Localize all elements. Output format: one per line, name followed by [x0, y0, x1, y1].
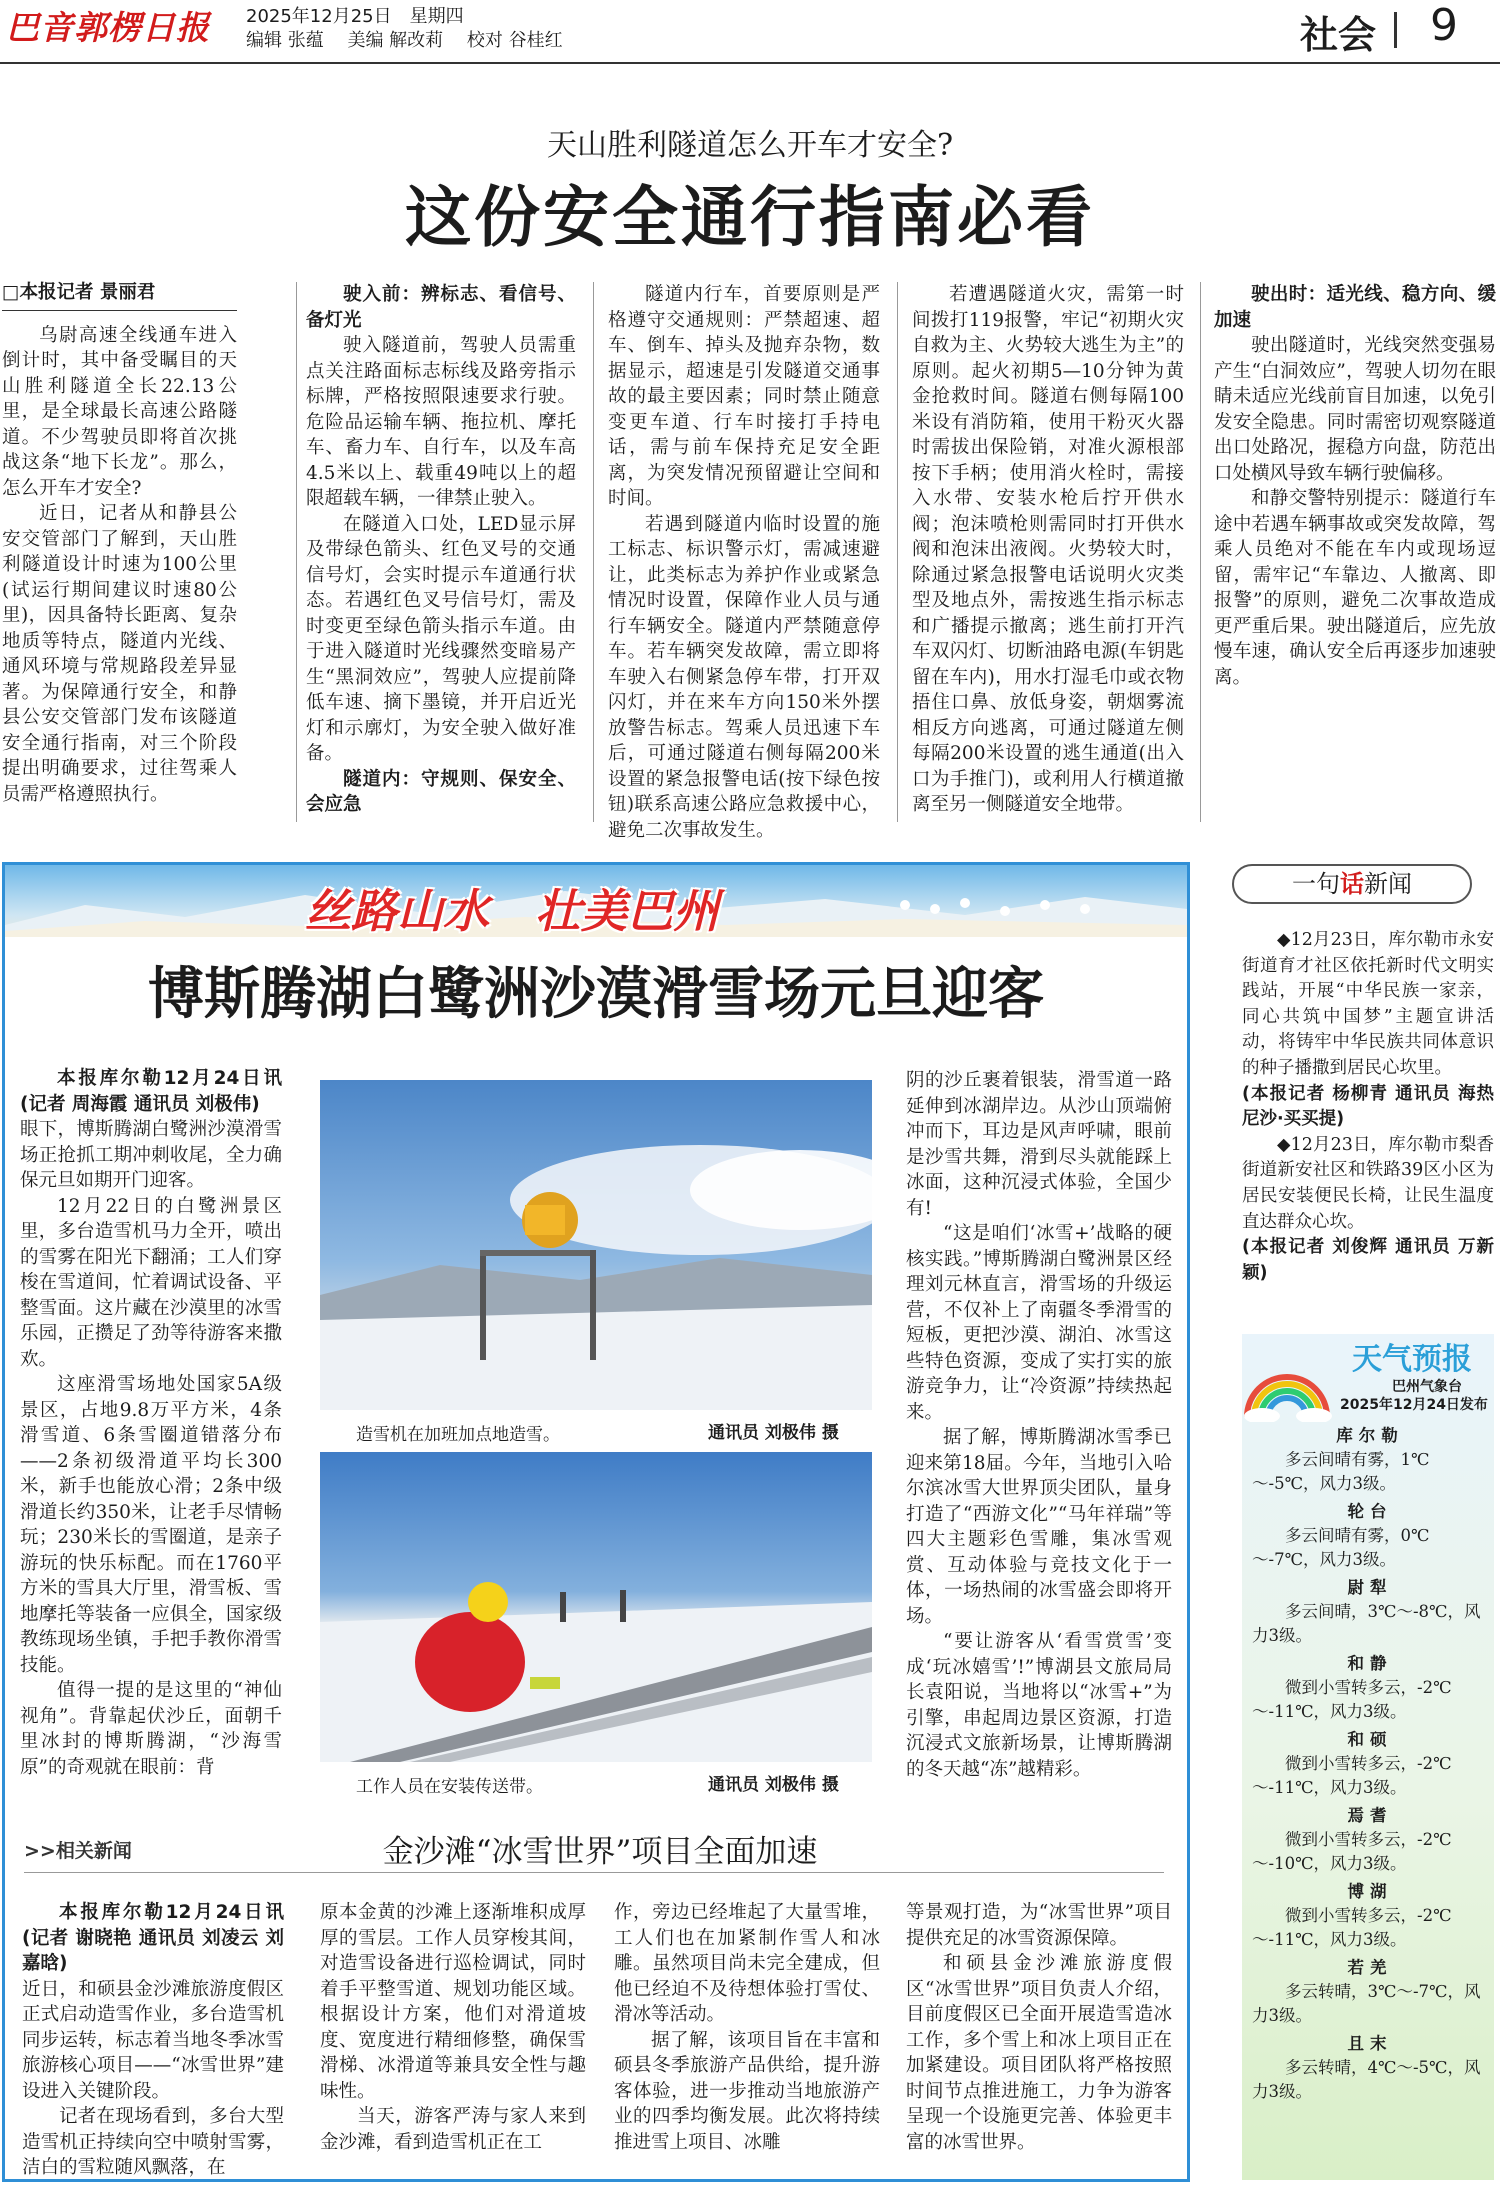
city-name: 轮台: [1347, 1502, 1393, 1521]
paragraph: 这座滑雪场地处国家5A级景区，占地9.8万平方米，4条滑雪道、6条雪圈道错落分布——2条初级滑道平均长300米，新手也能放心滑；2条中级滑道长约350米，让老手尽情畅玩；230米长的雪圈道，是亲子游玩的快乐标配。而在1760平方米的雪具大厅里，滑雪板、雪地摩托等装备一应俱全，国家级教练现场坐镇，手把手教你滑雪技能。: [20, 1374, 282, 1676]
city-forecast: 微到小雪转多云，-2℃～-11℃，风力3级。: [1252, 1906, 1452, 1949]
paragraph: 和静交警特别提示：隧道行车途中若遇车辆事故或突发故障，驾乘人员绝对不能在车内或现场逗留，需牢记“车靠边、人撤离、即报警”的原则，避免二次事故造成更严重后果。驶出隧道后，应先放慢车速，确认安全后再逐步加速驶离。: [1214, 488, 1496, 688]
city-name: 博湖: [1347, 1882, 1393, 1901]
paragraph: 乌尉高速全线通车进入倒计时，其中备受瞩目的天山胜利隧道全长22.13公里，是全球最长高速公路隧道。不少驾驶员即将首次挑战这条“地下长龙”。那么，怎么开车才安全?: [2, 324, 237, 499]
paragraph: 眼下，博斯腾湖白鹭洲沙漠滑雪场正抢抓工期冲刺收尾，全力确保元旦如期开门迎客。: [20, 1119, 282, 1191]
photo-snow-machine: [320, 1080, 872, 1410]
city-forecast: 多云间晴，3℃～-8℃，风力3级。: [1252, 1602, 1481, 1645]
paragraph: 隧道内行车，首要原则是严格遵守交通规则：严禁超速、超车、倒车、掉头及抛弃杂物，数据显示，超速是引发隧道交通事故的最主要因素；同时禁止随意变更车道、行车时接打手持电话，需与前车保持充足安全距离，为突发情况预留避让空间和时间。: [608, 284, 880, 509]
brief-news-label: [1232, 864, 1472, 904]
photo1-caption: 造雪机在加班加点地造雪。: [356, 1425, 560, 1445]
city-name: 且末: [1347, 2034, 1393, 2053]
brief-label-post: 新闻: [1364, 870, 1412, 898]
masthead: [0, 0, 1500, 64]
dateline: 本报库尔勒12月24日讯(记者 谢晓艳 通讯员 刘凌云 刘嘉晗): [22, 1902, 284, 1974]
photo2-caption: 工作人员在安装传送带。: [356, 1777, 543, 1797]
story2-right-column: [906, 1068, 1172, 1782]
dateline: 本报库尔勒12月24日讯(记者 周海霞 通讯员 刘极伟): [20, 1068, 282, 1115]
brief-item: ◆12月23日，库尔勒市梨香街道新安社区和铁路39区小区为居民安装便民长椅，让民生温度直达群众心坎。: [1242, 1134, 1494, 1232]
photo-conveyor-install: [320, 1452, 872, 1762]
paragraph: 和硕县金沙滩旅游度假区“冰雪世界”项目负责人介绍，目前度假区已全面开展造雪造冰工作，多个雪上和冰上项目正在加紧建设。项目团队将严格按照时间节点推进施工，力争为游客呈现一个设施更完善、体验更丰富的冰雪世界。: [906, 1953, 1172, 2153]
story3-column-3: [614, 1900, 880, 2155]
city-forecast: 多云间晴有雾，1℃～-5℃，风力3级。: [1252, 1450, 1430, 1493]
paragraph: “这是咱们‘冰雪+’战略的硬核实践。”博斯腾湖白鹭洲景区经理刘元林直言，滑雪场的升级运营，不仅补上了南疆冬季滑雪的短板，更把沙漠、湖泊、冰雪这些特色资源，变成了实打实的旅游竞争力，让“冷资源”持续热起来。: [906, 1223, 1172, 1423]
paragraph: 12月22日的白鹭洲景区里，多台造雪机马力全开，喷出的雪雾在阳光下翻涌；工人们穿梭在雪道间，忙着调试设备、平整雪面。这片藏在沙漠里的冰雪乐园，正攒足了劲等待游客来撒欢。: [20, 1195, 282, 1370]
weather-city: [1252, 1652, 1488, 1724]
city-name: 和静: [1347, 1654, 1393, 1673]
staff-credits: 编辑 张蕴 美编 解改莉 校对 谷桂红: [246, 30, 563, 51]
conveyor-illustration: [320, 1452, 872, 1762]
paragraph: 若遭遇隧道火灾，需第一时间拨打119报警，牢记“初期火灾自救为主、火势较大逃生为主”的原则。起火初期5—10分钟为黄金抢救时间。隧道右侧每隔100米设有消防箱，使用干粉灭火器时需拔出保险销，对准火源根部按下手柄；使用消火栓时，需接入水带、安装水枪后拧开供水阀；泡沫喷枪则需同时打开供水阀和泡沫出液阀。火势较大时，除通过紧急报警电话说明火灾类型及地点外，需按逃生指示标志和广播提示撤离；逃生前打开汽车双闪灯、切断油路电源(车钥匙留在车内)，用水打湿毛巾或衣物捂住口鼻、放低身姿，朝烟雾流相反方向逃离，可通过隧道左侧每隔200米设置的逃生通道(出入口为手推门)，或利用人行横道撤离至另一侧隧道安全地带。: [912, 284, 1184, 815]
brief-credit: (本报记者 刘俊辉 通讯员 万新颖): [1242, 1237, 1494, 1283]
brief-news-list: [1242, 928, 1494, 1286]
story3-column-2: [320, 1900, 586, 2155]
story2-left-column: [20, 1066, 282, 1780]
story1-column-2: [306, 282, 576, 818]
masthead-rule: [0, 62, 1500, 64]
weather-city: [1252, 1500, 1488, 1572]
rainbow-icon: [1242, 1352, 1332, 1422]
city-forecast: 多云间晴有雾，0℃～-7℃，风力3级。: [1252, 1526, 1430, 1569]
weather-city: [1252, 1728, 1488, 1800]
city-name: 焉耆: [1347, 1806, 1393, 1825]
city-name: 若羌: [1347, 1958, 1393, 1977]
paragraph: 作，旁边已经堆起了大量雪堆，工人们也在加紧制作雪人和冰雕。虽然项目尚未完全建成，但他已经迫不及待想体验打雪仗、滑冰等活动。: [614, 1902, 880, 2025]
paragraph: 据了解，博斯腾湖冰雪季已迎来第18届。今年，当地引入哈尔滨冰雪大世界顶尖团队，量身打造了“西游文化”“马年祥瑞”等四大主题彩色雪雕，集冰雪观赏、互动体验与竞技文化于一体，一场热闹的冰雪盛会即将开场。: [906, 1427, 1172, 1627]
paragraph: 若遇到隧道内临时设置的施工标志、标识警示灯，需减速避让，此类标志为养护作业或紧急情况时设置，保障作业人员与通行车辆安全。隧道内严禁随意停车。若车辆突发故障，需立即将车驶入右侧紧急停车带，打开双闪灯，并在来车方向150米外摆放警告标志。驾乘人员迅速下车后，可通过隧道右侧每隔200米设置的紧急报警电话(按下绿色按钮)联系高速公路应急救援中心，避免二次事故发生。: [608, 513, 880, 841]
city-forecast: 微到小雪转多云，-2℃～-11℃，风力3级。: [1252, 1754, 1452, 1797]
weather-title: 天气预报: [1352, 1342, 1472, 1377]
photo2-credit: 通讯员 刘极伟 摄: [708, 1775, 839, 1795]
city-forecast: 多云转晴，4℃～-5℃，风力3级。: [1252, 2058, 1481, 2101]
related-news-label: >>相关新闻: [24, 1840, 132, 1862]
weather-city: [1252, 1424, 1488, 1496]
paragraph: 当天，游客严涛与家人来到金沙滩，看到造雪机正在工: [320, 2106, 586, 2153]
city-name: 库尔勒: [1336, 1426, 1404, 1445]
weather-city: [1252, 1804, 1488, 1876]
story1-column-3: [608, 282, 880, 843]
paragraph: 驶入隧道前，驾驶人员需重点关注路面标志标线及路旁指示标牌，严格按照限速要求行驶。危险品运输车辆、拖拉机、摩托车、畜力车、自行车，以及车高4.5米以上、载重49吨以上的超限超载车辆，一律禁止驶入。: [306, 335, 576, 509]
paragraph: 阴的沙丘裹着银装，滑雪道一路延伸到冰湖岸边。从沙山顶端俯冲而下，耳边是风声呼啸，眼前是沙雪共舞，滑到尽头就能踩上冰面，这种沉浸式体验，全国少有!: [906, 1070, 1172, 1219]
weather-issued: 2025年12月24日发布: [1340, 1397, 1488, 1413]
city-name: 尉犁: [1347, 1578, 1393, 1597]
paragraph: 值得一提的是这里的“神仙视角”。背靠起伏沙丘，面朝千里冰封的博斯腾湖，“沙海雪原”的奇观就在眼前：背: [20, 1680, 282, 1778]
story2-headline: 博斯腾湖白鹭洲沙漠滑雪场元旦迎客: [148, 961, 1044, 1027]
weather-city: [1252, 1880, 1488, 1952]
weather-panel: [1242, 1334, 1494, 2180]
subhead: 隧道内：守规则、保安全、会应急: [306, 768, 576, 815]
brief-label-pre: 一句: [1292, 870, 1340, 898]
brief-item: ◆12月23日，库尔勒市永安街道育才社区依托新时代文明实践站，开展“中华民族一家亲，同心共筑中国梦”主题宣讲活动，将铸牢中华民族共同体意识的种子播撒到居民心坎里。: [1242, 930, 1494, 1078]
paragraph: 驶出隧道时，光线突然变强易产生“白洞效应”，驾驶人切勿在眼睛未适应光线前盲目加速，以免引发安全隐患。同时需密切观察隧道出口处路况，握稳方向盘，防范出口处横风导致车辆行驶偏移。: [1214, 335, 1496, 484]
city-forecast: 微到小雪转多云，-2℃～-11℃，风力3级。: [1252, 1678, 1452, 1721]
photo1-credit: 通讯员 刘极伟 摄: [708, 1423, 839, 1443]
paragraph: 等景观打造，为“冰雪世界”项目提供充足的冰雪资源保障。: [906, 1902, 1172, 1949]
page-number: 9: [1430, 0, 1458, 51]
story1-byline: □本报记者 景丽君: [2, 280, 237, 311]
snow-machine-illustration: [320, 1080, 872, 1410]
weather-source: 巴州气象台: [1392, 1379, 1462, 1395]
paragraph: 原本金黄的沙滩上逐渐堆积成厚厚的雪层。工作人员穿梭其间，对造雪设备进行巡检调试，同时着手平整雪道、规划功能区域。根据设计方案，他们对滑道坡度、宽度进行精细修整，确保雪滑梯、冰滑道等兼具安全性与趣味性。: [320, 1902, 586, 2102]
city-forecast: 微到小雪转多云，-2℃～-10℃，风力3级。: [1252, 1830, 1452, 1873]
brief-label-highlight: 话: [1340, 870, 1364, 898]
story1-column-5: [1214, 282, 1496, 690]
paragraph: 在隧道入口处，LED显示屏及带绿色箭头、红色叉号的交通信号灯，会实时提示车道通行状态。若遇红色叉号信号灯，需及时变更至绿色箭头指示车道。由于进入隧道时光线骤然变暗易产生“黑洞效应”，驾驶人应提前降低车速、摘下墨镜，并开启近光灯和示廓灯，为安全驶入做好准备。: [306, 513, 576, 764]
paragraph: 据了解，该项目旨在丰富和硕县冬季旅游产品供给，提升游客体验，进一步推动当地旅游产业的四季均衡发展。此次将持续推进雪上项目、冰雕: [614, 2029, 880, 2153]
banner-title: 丝路山水 壮美巴州: [305, 884, 719, 937]
story3-headline: 金沙滩“冰雪世界”项目全面加速: [382, 1834, 818, 1870]
paragraph: 记者在现场看到，多台大型造雪机正持续向空中喷射雪雾，洁白的雪粒随风飘落，在: [22, 2106, 284, 2178]
weather-city: [1252, 2032, 1488, 2104]
story3-column-4: [906, 1900, 1172, 2155]
story1-column-1: [2, 280, 237, 807]
paper-logo: 巴音郭楞日报: [6, 8, 210, 47]
paragraph: 近日，记者从和静县公安交管部门了解到，天山胜利隧道设计时速为100公里(试运行期间建议时速80公里)，因具备特长距离、复杂地质等特点，隧道内光线、通风环境与常规路段差异显著。为保障通行安全，和静县公安交管部门发布该隧道安全通行指南，对三个阶段提出明确要求，过往驾乘人员需严格遵照执行。: [2, 503, 237, 805]
story1-kicker: 天山胜利隧道怎么开车才安全?: [546, 128, 954, 163]
subhead: 驶出时：适光线、稳方向、缓加速: [1214, 284, 1496, 331]
paragraph: 近日，和硕县金沙滩旅游度假区正式启动造雪作业，多台造雪机同步运转，标志着当地冬季冰雪旅游核心项目——“冰雪世界”建设进入关键阶段。: [22, 1978, 284, 2102]
city-forecast: 多云转晴，3℃～-7℃，风力3级。: [1252, 1982, 1481, 2025]
feature-banner: [5, 865, 1187, 937]
story1-headline: 这份安全通行指南必看: [405, 179, 1095, 256]
issue-date: 2025年12月25日 星期四: [246, 6, 464, 27]
section-divider: [1394, 12, 1397, 48]
paragraph: “要让游客从‘看雪赏雪’变成‘玩冰嬉雪’!”博湖县文旅局局长袁阳说，当地将以“冰雪+”为引擎，串起周边景区资源，打造沉浸式文旅新场景，让博斯腾湖的冬天越“冻”越精彩。: [906, 1631, 1172, 1780]
brief-credit: (本报记者 杨柳青 通讯员 海热尼沙·买买提): [1242, 1083, 1494, 1130]
weather-list: [1252, 1424, 1488, 2104]
weather-city: [1252, 1956, 1488, 2028]
section-name: 社会: [1300, 13, 1377, 57]
city-name: 和硕: [1347, 1730, 1393, 1749]
story3-column-1: [22, 1900, 284, 2181]
weather-city: [1252, 1576, 1488, 1648]
subhead: 驶入前：辨标志、看信号、备灯光: [306, 284, 576, 331]
story1-column-4: [912, 282, 1184, 818]
